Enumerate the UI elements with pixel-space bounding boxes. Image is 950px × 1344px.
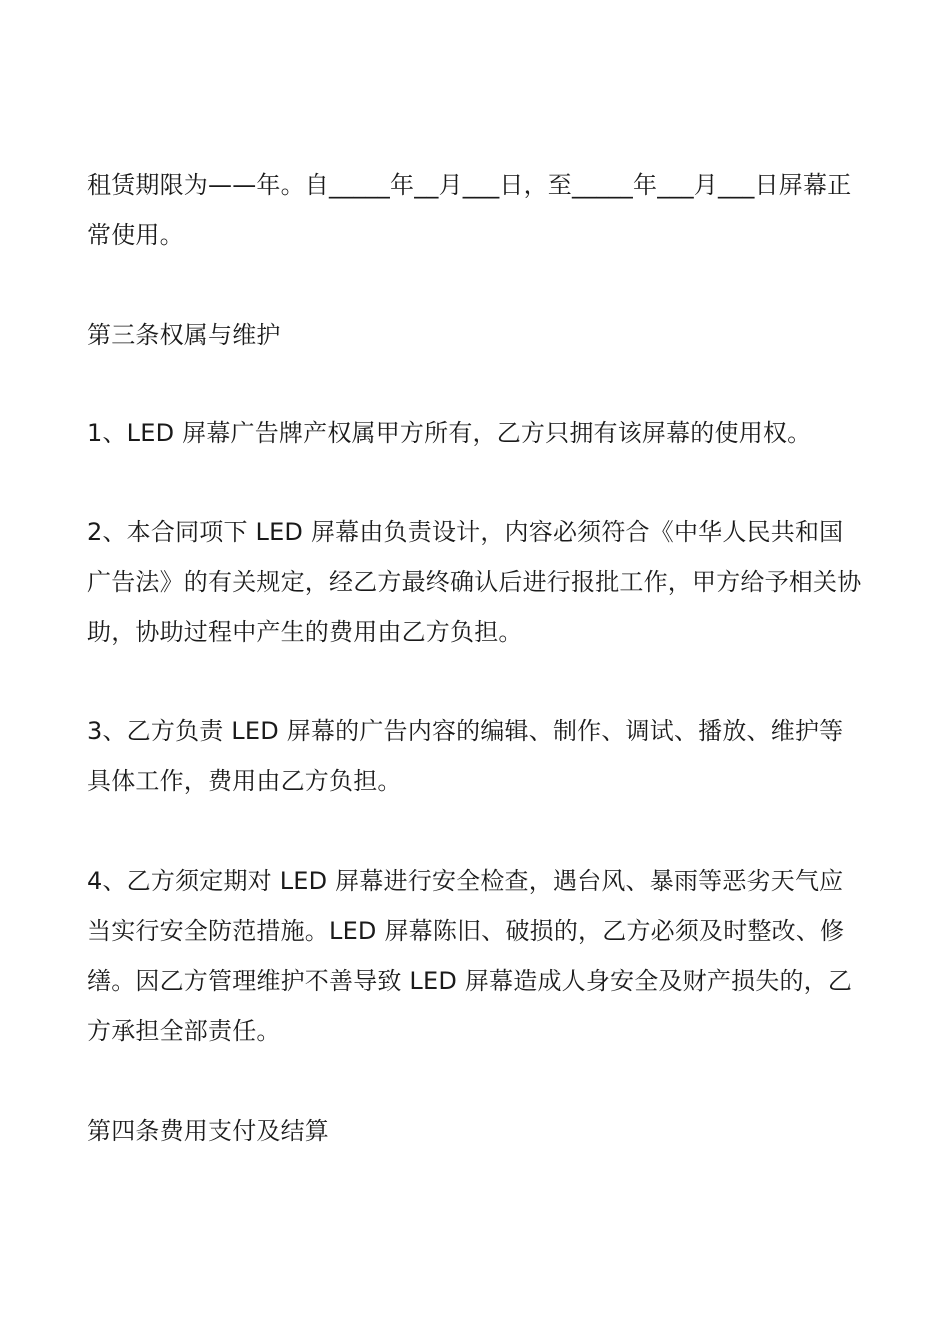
lease-term-paragraph: 租赁期限为——年。自_____年__月___日，至_____年___月___日屏幕正常使用。	[87, 171, 852, 249]
clause-4-paragraph: 4、乙方须定期对 LED 屏幕进行安全检查，遇台风、暴雨等恶劣天气应当实行安全防范措施。LED 屏幕陈旧、破损的，乙方必须及时整改、修缮。因乙方管理维护不善导致 LED 屏幕造成人身安全及财产损失的，乙方承担全部责任。	[87, 867, 853, 1045]
clause-1-paragraph: 1、LED 屏幕广告牌产权属甲方所有，乙方只拥有该屏幕的使用权。	[87, 419, 812, 447]
article-4-heading: 第四条费用支付及结算	[87, 1117, 329, 1145]
clause-2-paragraph: 2、本合同项下 LED 屏幕由负责设计，内容必须符合《中华人民共和国广告法》的有关规定，经乙方最终确认后进行报批工作，甲方给予相关协助，协助过程中产生的费用由乙方负担。	[87, 518, 862, 646]
clause-3-paragraph: 3、乙方负责 LED 屏幕的广告内容的编辑、制作、调试、播放、维护等具体工作，费用由乙方负担。	[87, 717, 844, 795]
article-3-heading: 第三条权属与维护	[87, 321, 281, 349]
